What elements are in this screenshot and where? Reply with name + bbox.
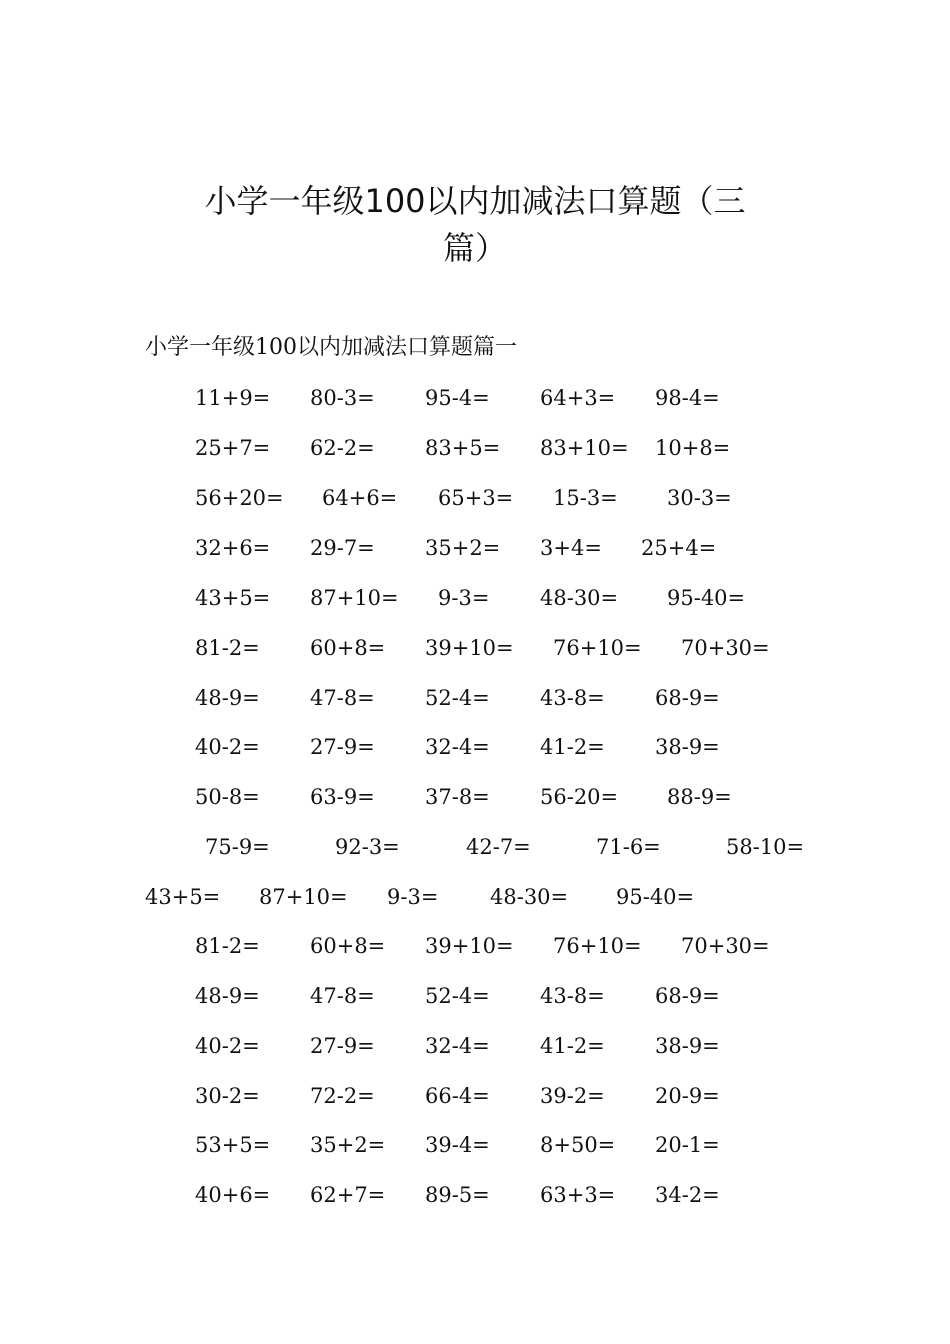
arithmetic-problem: 56-20= xyxy=(540,785,619,809)
problem-row xyxy=(0,633,950,663)
arithmetic-problem: 83+10= xyxy=(540,436,629,460)
arithmetic-problem: 95-4= xyxy=(425,386,490,410)
arithmetic-problem: 58-10= xyxy=(726,835,805,859)
problem-row xyxy=(0,1130,950,1160)
problem-row xyxy=(0,383,950,413)
problem-row xyxy=(0,533,950,563)
arithmetic-problem: 80-3= xyxy=(310,386,375,410)
arithmetic-problem: 41-2= xyxy=(540,735,605,759)
arithmetic-problem: 30-2= xyxy=(195,1084,260,1108)
arithmetic-problem: 27-9= xyxy=(310,1034,375,1058)
arithmetic-problem: 47-8= xyxy=(310,984,375,1008)
arithmetic-problem: 81-2= xyxy=(195,636,260,660)
problem-row xyxy=(0,1180,950,1210)
arithmetic-problem: 76+10= xyxy=(553,934,642,958)
arithmetic-problem: 39-4= xyxy=(425,1133,490,1157)
arithmetic-problem: 27-9= xyxy=(310,735,375,759)
arithmetic-problem: 32+6= xyxy=(195,536,271,560)
arithmetic-problem: 50-8= xyxy=(195,785,260,809)
arithmetic-problem: 87+10= xyxy=(259,885,348,909)
arithmetic-problem: 40-2= xyxy=(195,1034,260,1058)
problem-row xyxy=(0,433,950,463)
arithmetic-problem: 48-9= xyxy=(195,686,260,710)
arithmetic-problem: 9-3= xyxy=(438,586,490,610)
arithmetic-problem: 20-1= xyxy=(655,1133,720,1157)
arithmetic-problem: 25+4= xyxy=(641,536,717,560)
arithmetic-problem: 64+3= xyxy=(540,386,616,410)
arithmetic-problem: 35+2= xyxy=(425,536,501,560)
arithmetic-problem: 48-30= xyxy=(490,885,569,909)
arithmetic-problem: 72-2= xyxy=(310,1084,375,1108)
arithmetic-problem: 29-7= xyxy=(310,536,375,560)
document-title-line-2: 篇） xyxy=(442,229,507,267)
problem-row xyxy=(0,1081,950,1111)
problem-row xyxy=(0,981,950,1011)
arithmetic-problem: 43+5= xyxy=(145,885,221,909)
arithmetic-problem: 43-8= xyxy=(540,686,605,710)
arithmetic-problem: 43-8= xyxy=(540,984,605,1008)
arithmetic-problem: 68-9= xyxy=(655,686,720,710)
arithmetic-problem: 11+9= xyxy=(195,386,271,410)
problem-row xyxy=(0,782,950,812)
arithmetic-problem: 87+10= xyxy=(310,586,399,610)
section-heading: 小学一年级100以内加减法口算题篇一 xyxy=(145,335,517,360)
arithmetic-problem: 9-3= xyxy=(387,885,439,909)
problem-row xyxy=(0,683,950,713)
arithmetic-problem: 34-2= xyxy=(655,1183,720,1207)
arithmetic-problem: 15-3= xyxy=(553,486,618,510)
problem-row xyxy=(0,583,950,613)
arithmetic-problem: 20-9= xyxy=(655,1084,720,1108)
arithmetic-problem: 71-6= xyxy=(596,835,661,859)
arithmetic-problem: 42-7= xyxy=(466,835,531,859)
problem-row xyxy=(0,832,950,862)
arithmetic-problem: 66-4= xyxy=(425,1084,490,1108)
arithmetic-problem: 63+3= xyxy=(540,1183,616,1207)
arithmetic-problem: 32-4= xyxy=(425,735,490,759)
arithmetic-problem: 39+10= xyxy=(425,934,514,958)
arithmetic-problem: 70+30= xyxy=(681,934,770,958)
arithmetic-problem: 39-2= xyxy=(540,1084,605,1108)
arithmetic-problem: 32-4= xyxy=(425,1034,490,1058)
arithmetic-problem: 38-9= xyxy=(655,1034,720,1058)
arithmetic-problem: 63-9= xyxy=(310,785,375,809)
arithmetic-problem: 68-9= xyxy=(655,984,720,1008)
arithmetic-problem: 52-4= xyxy=(425,686,490,710)
arithmetic-problem: 38-9= xyxy=(655,735,720,759)
problem-row xyxy=(0,882,950,912)
arithmetic-problem: 70+30= xyxy=(681,636,770,660)
problem-row xyxy=(0,732,950,762)
problem-row xyxy=(0,931,950,961)
arithmetic-problem: 39+10= xyxy=(425,636,514,660)
arithmetic-problem: 65+3= xyxy=(438,486,514,510)
arithmetic-problem: 43+5= xyxy=(195,586,271,610)
arithmetic-problem: 41-2= xyxy=(540,1034,605,1058)
problem-row xyxy=(0,483,950,513)
arithmetic-problem: 52-4= xyxy=(425,984,490,1008)
arithmetic-problem: 10+8= xyxy=(655,436,731,460)
arithmetic-problem: 60+8= xyxy=(310,636,386,660)
arithmetic-problem: 48-9= xyxy=(195,984,260,1008)
arithmetic-problem: 40+6= xyxy=(195,1183,271,1207)
arithmetic-problem: 8+50= xyxy=(540,1133,616,1157)
arithmetic-problem: 83+5= xyxy=(425,436,501,460)
arithmetic-problem: 37-8= xyxy=(425,785,490,809)
problem-row xyxy=(0,1031,950,1061)
arithmetic-problem: 47-8= xyxy=(310,686,375,710)
arithmetic-problem: 75-9= xyxy=(205,835,270,859)
arithmetic-problem: 76+10= xyxy=(553,636,642,660)
arithmetic-problem: 64+6= xyxy=(322,486,398,510)
arithmetic-problem: 95-40= xyxy=(616,885,695,909)
arithmetic-problem: 3+4= xyxy=(540,536,602,560)
arithmetic-problem: 89-5= xyxy=(425,1183,490,1207)
arithmetic-problem: 53+5= xyxy=(195,1133,271,1157)
arithmetic-problem: 95-40= xyxy=(667,586,746,610)
arithmetic-problem: 30-3= xyxy=(667,486,732,510)
arithmetic-problem: 60+8= xyxy=(310,934,386,958)
arithmetic-problem: 98-4= xyxy=(655,386,720,410)
arithmetic-problem: 92-3= xyxy=(335,835,400,859)
arithmetic-problem: 40-2= xyxy=(195,735,260,759)
arithmetic-problem: 62-2= xyxy=(310,436,375,460)
document-title xyxy=(0,178,950,272)
arithmetic-problem: 56+20= xyxy=(195,486,284,510)
arithmetic-problem: 88-9= xyxy=(667,785,732,809)
arithmetic-problem: 62+7= xyxy=(310,1183,386,1207)
arithmetic-problem: 25+7= xyxy=(195,436,271,460)
arithmetic-problem: 81-2= xyxy=(195,934,260,958)
document-title-line-1: 小学一年级100以内加减法口算题（三 xyxy=(204,182,746,220)
arithmetic-problem: 48-30= xyxy=(540,586,619,610)
arithmetic-problem: 35+2= xyxy=(310,1133,386,1157)
